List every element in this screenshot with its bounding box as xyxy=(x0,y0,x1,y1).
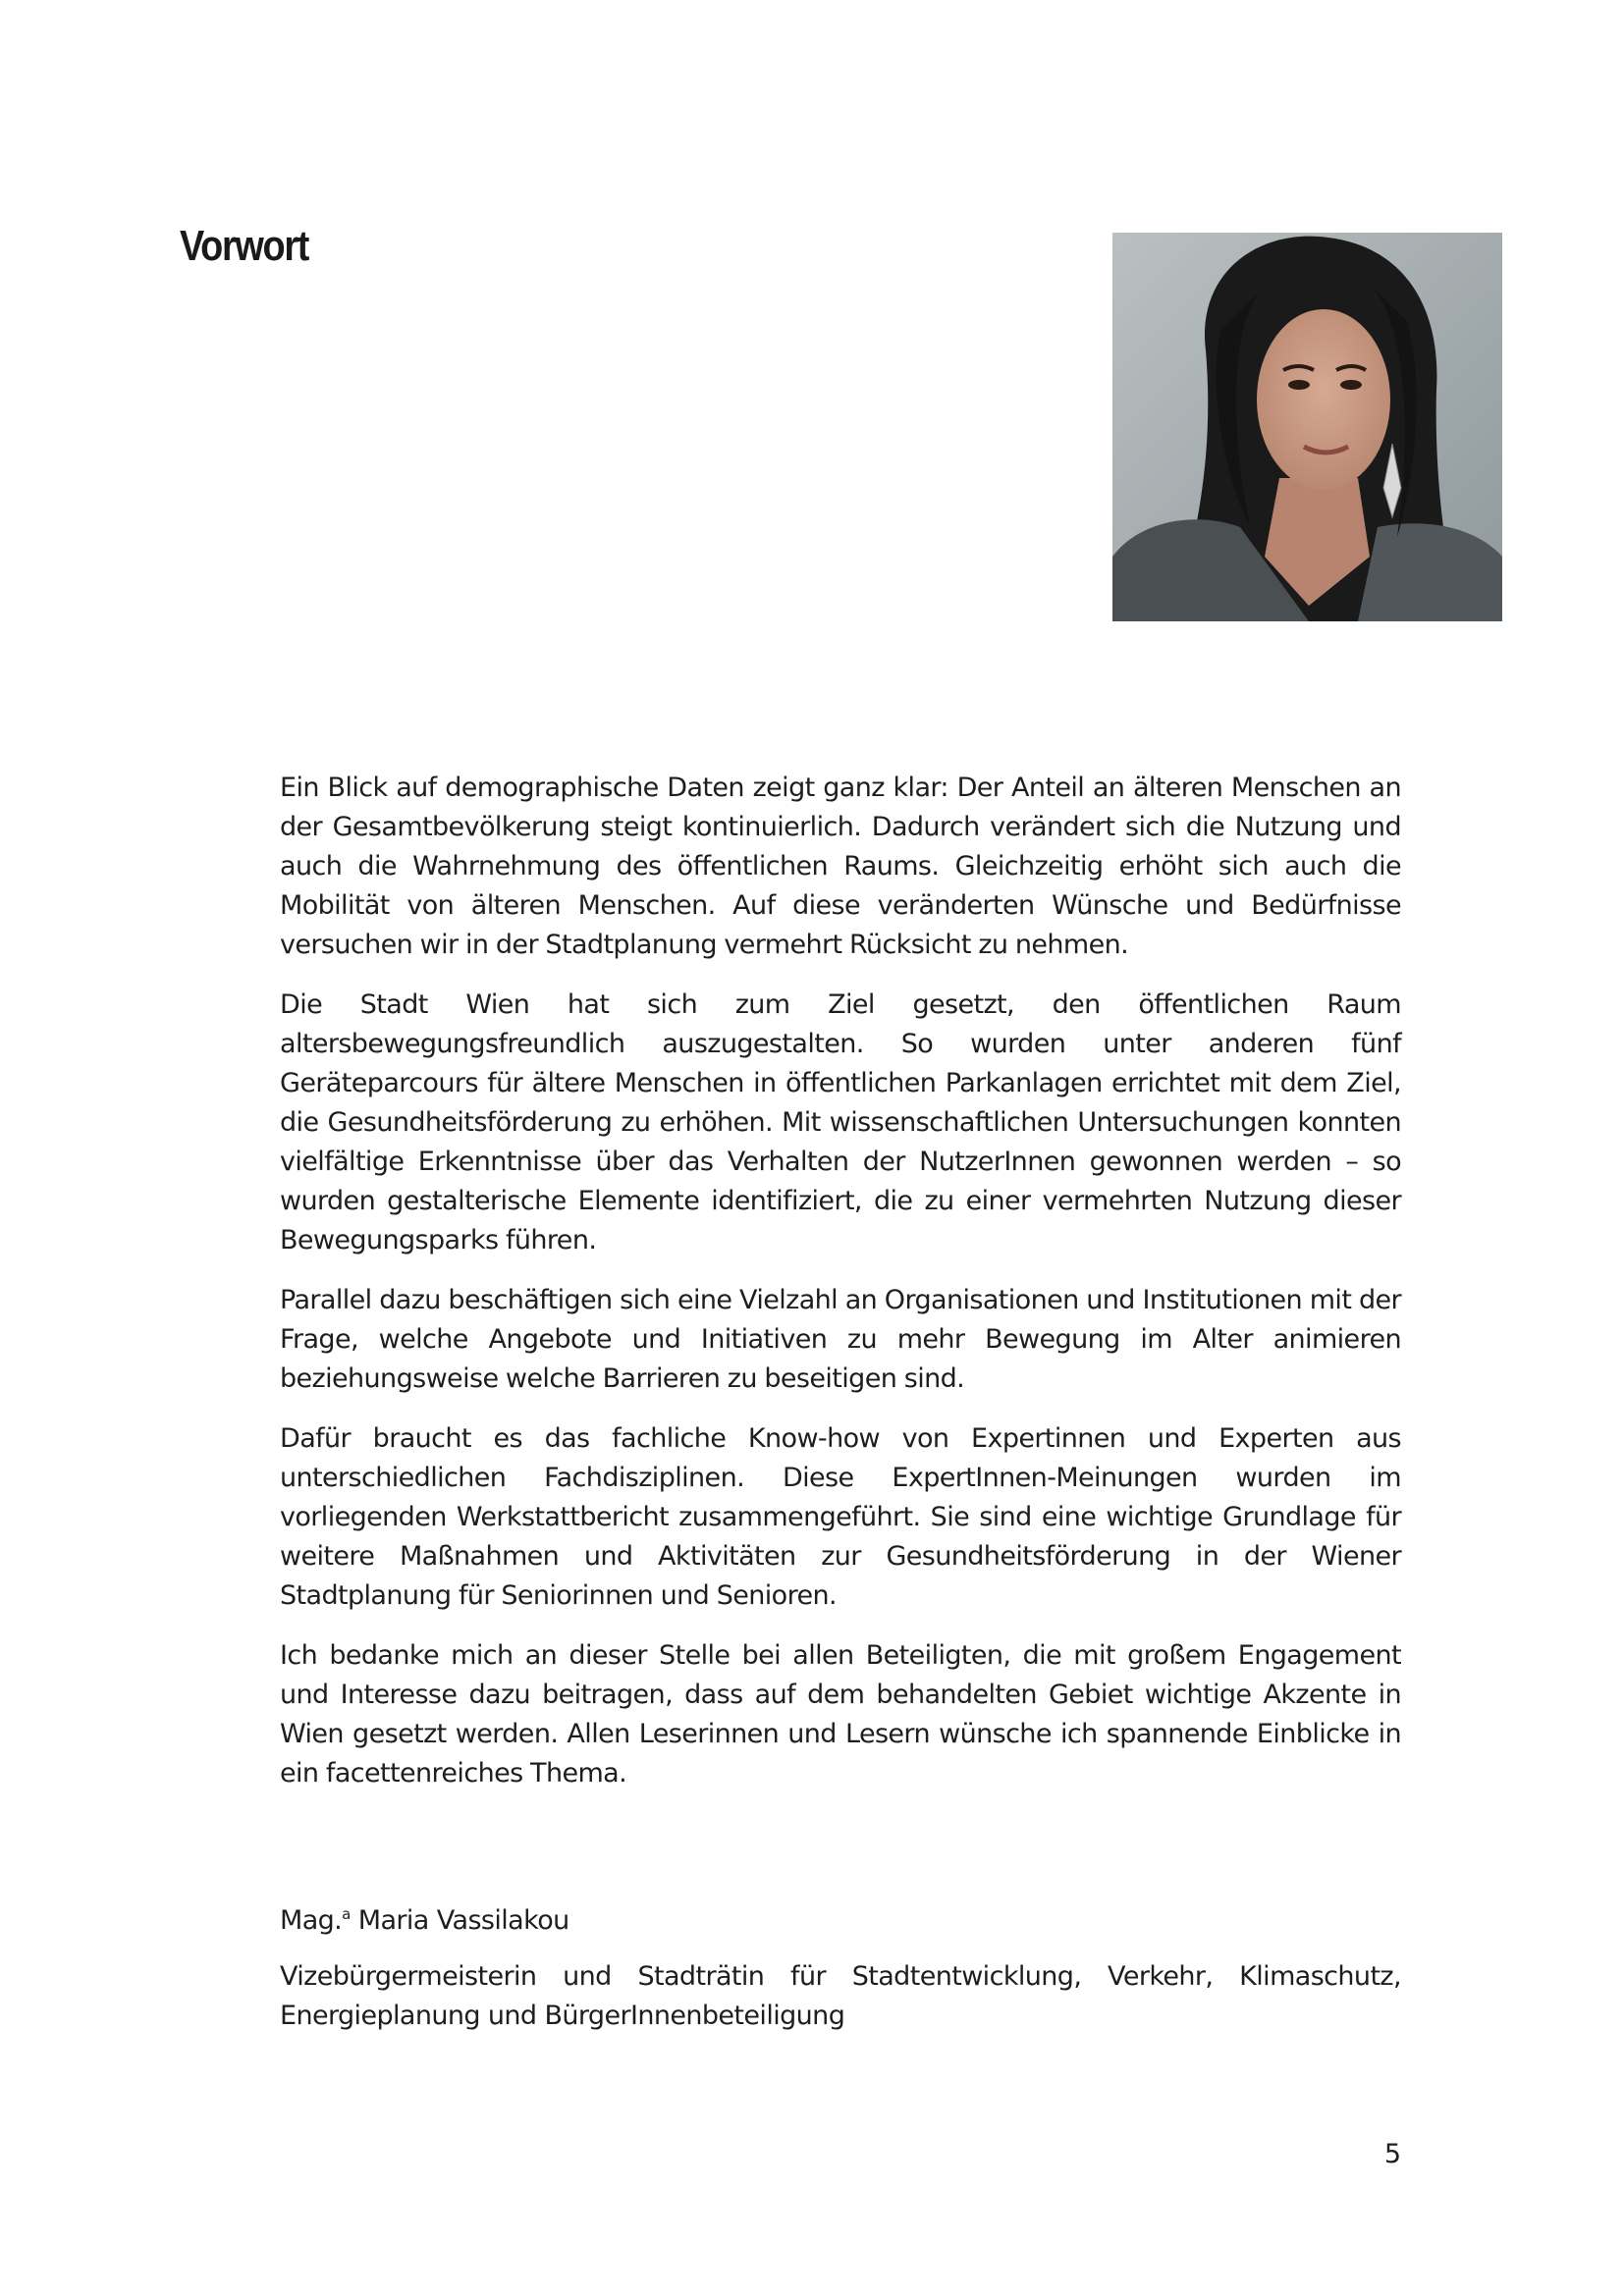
face xyxy=(1257,309,1390,490)
paragraph-2: Die Stadt Wien hat sich zum Ziel gesetzt, den öffentlichen Raum altersbewegungsfreundlich auszugestalten. So wurden unter anderen fünf Geräteparcours für ältere Menschen in öffentlichen Parkanlagen errichtet mit dem Ziel, die Gesundheitsförderung zu erhöhen. Mit wissenschaftlichen Untersuchungen konnten vielfältige Erkenntnisse über das Verhalten der NutzerInnen gewonnen werden – so wurden gestalterische Elemente identifiziert, die zu einer vermehrten Nutzung dieser Bewegungsparks führen. xyxy=(280,989,1401,1255)
signature-title-suffix: a xyxy=(342,1905,351,1923)
body-text xyxy=(280,769,1401,1814)
paragraph-1: Ein Blick auf demographische Daten zeigt ganz klar: Der Anteil an älteren Menschen an der Gesamtbevölkerung steigt kontinuierlich. Dadurch verändert sich die Nutzung und auch die Wahrnehmung des öffentlichen Raums. Gleichzeitig erhöht sich auch die Mobilität von älteren Menschen. Auf diese veränderten Wünsche und Bedürfnisse versuchen wir in der Stadtplanung vermehrt Rücksicht zu nehmen. xyxy=(280,773,1401,960)
page-number: 5 xyxy=(1383,2139,1401,2169)
portrait-photo xyxy=(1112,233,1502,621)
paragraph-5: Ich bedanke mich an dieser Stelle bei allen Beteiligten, die mit großem Engagement und Interesse dazu beitragen, dass auf dem behandelten Gebiet wichtige Akzente in Wien gesetzt werden. Allen Leserinnen und Lesern wünsche ich spannende Einblicke in ein facettenreiches Thema. xyxy=(280,1640,1401,1789)
signature-role: Vizebürgermeisterin und Stadträtin für Stadtentwicklung, Verkehr, Klimaschutz, Energieplanung und BürgerInnenbeteiligung xyxy=(280,1961,1401,2031)
portrait-icon xyxy=(1112,233,1502,621)
signature-name xyxy=(280,1895,569,1941)
paragraph-3: Parallel dazu beschäftigen sich eine Vielzahl an Organisationen und Institutionen mit der Frage, welche Angebote und Initiativen zu mehr Bewegung im Alter animieren beziehungsweise welche Barrieren zu beseitigen sind. xyxy=(280,1285,1401,1394)
page-title: Vorwort xyxy=(180,222,309,270)
left-eye xyxy=(1288,380,1310,390)
signature-person-name: Maria Vassilakou xyxy=(357,1905,569,1936)
right-eye xyxy=(1340,380,1362,390)
signature-title-prefix: Mag. xyxy=(280,1905,343,1936)
paragraph-4: Dafür braucht es das fachliche Know-how von Expertinnen und Experten aus unterschiedlichen Fachdisziplinen. Diese ExpertInnen-Meinungen wurden im vorliegenden Werkstattbericht zusammengeführt. Sie sind eine wichtige Grundlage für weitere Maßnahmen und Aktivitäten zur Gesundheitsförderung in der Wiener Stadtplanung für Seniorinnen und Senioren. xyxy=(280,1423,1401,1611)
